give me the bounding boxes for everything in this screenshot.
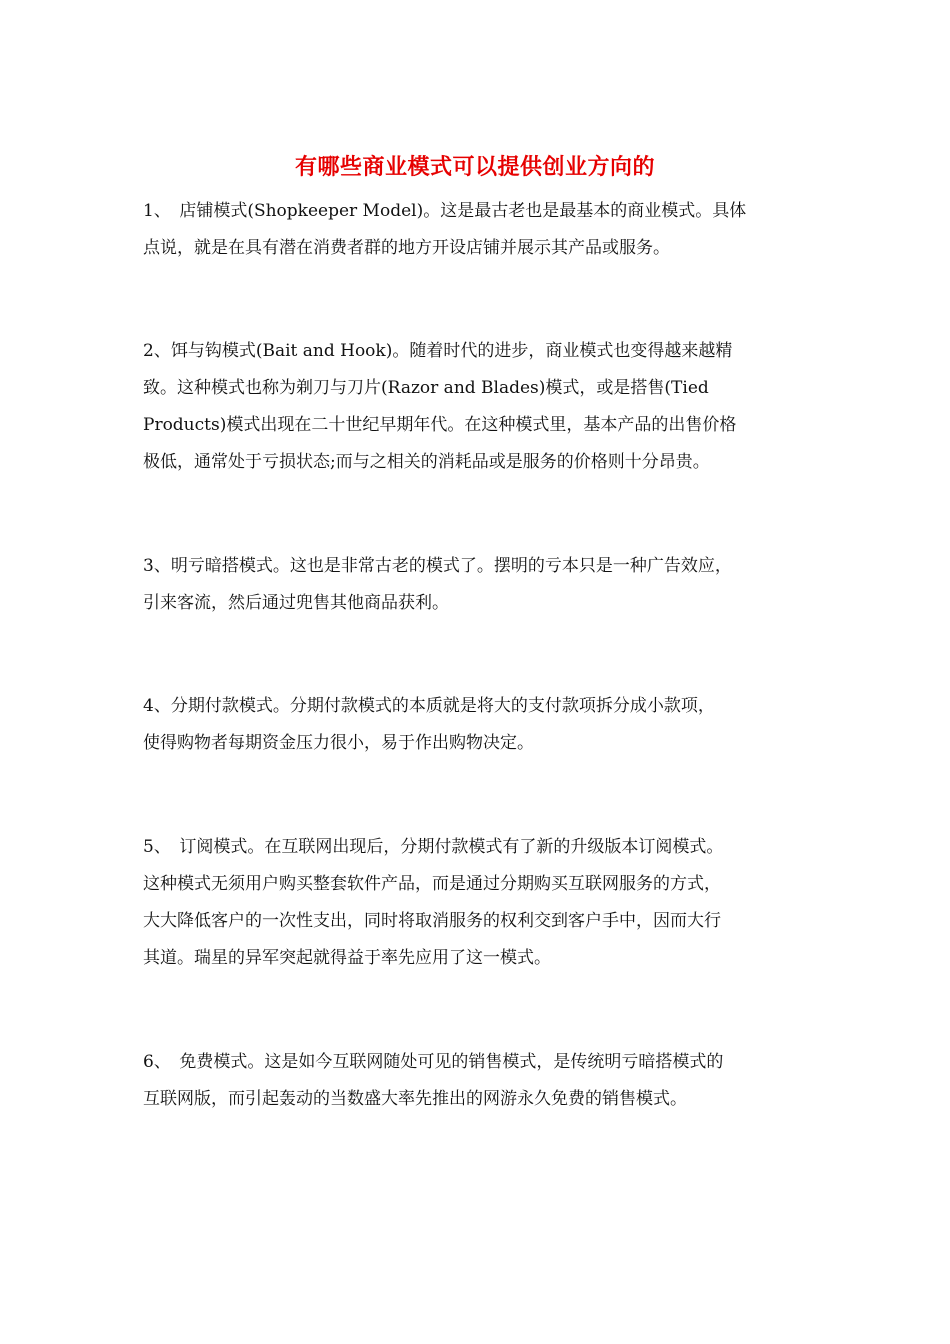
paragraph-line: 其道。瑞星的异军突起就得益于率先应用了这一模式。 xyxy=(143,948,551,968)
paragraph-line: 极低，通常处于亏损状态;而与之相关的消耗品或是服务的价格则十分昂贵。 xyxy=(143,452,710,472)
paragraph-line: 1、 店铺模式(Shopkeeper Model)。这是最古老也是最基本的商业模式。具体 xyxy=(143,201,747,221)
paragraph-5 xyxy=(143,829,811,977)
paragraph-line: 5、 订阅模式。在互联网出现后，分期付款模式有了新的升级版本订阅模式。 xyxy=(143,837,724,857)
paragraph-line: 使得购物者每期资金压力很小，易于作出购物决定。 xyxy=(143,733,534,753)
paragraph-4 xyxy=(143,688,811,762)
paragraph-line: 2、饵与钩模式(Bait and Hook)。随着时代的进步，商业模式也变得越来越精 xyxy=(143,341,733,361)
paragraph-line: Products)模式出现在二十世纪早期年代。在这种模式里，基本产品的出售价格 xyxy=(143,415,737,435)
paragraph-3 xyxy=(143,548,811,622)
paragraph-line: 互联网版，而引起轰动的当数盛大率先推出的网游永久免费的销售模式。 xyxy=(143,1089,687,1109)
paragraph-line: 4、分期付款模式。分期付款模式的本质就是将大的支付款项拆分成小款项， xyxy=(143,696,715,716)
paragraph-line: 引来客流，然后通过兜售其他商品获利。 xyxy=(143,593,449,613)
paragraph-line: 这种模式无须用户购买整套软件产品，而是通过分期购买互联网服务的方式， xyxy=(143,874,721,894)
paragraph-line: 3、明亏暗搭模式。这也是非常古老的模式了。摆明的亏本只是一种广告效应， xyxy=(143,556,732,576)
paragraph-line: 致。这种模式也称为剃刀与刀片(Razor and Blades)模式，或是搭售(Tied xyxy=(143,378,709,398)
paragraph-6 xyxy=(143,1044,811,1118)
paragraph-2 xyxy=(143,333,811,481)
paragraph-line: 6、 免费模式。这是如今互联网随处可见的销售模式，是传统明亏暗搭模式的 xyxy=(143,1052,724,1072)
paragraph-line: 点说，就是在具有潜在消费者群的地方开设店铺并展示其产品或服务。 xyxy=(143,238,670,258)
paragraph-line: 大大降低客户的一次性支出，同时将取消服务的权利交到客户手中，因而大行 xyxy=(143,911,721,931)
paragraph-1 xyxy=(143,193,811,267)
document-title: 有哪些商业模式可以提供创业方向的 xyxy=(294,154,655,180)
